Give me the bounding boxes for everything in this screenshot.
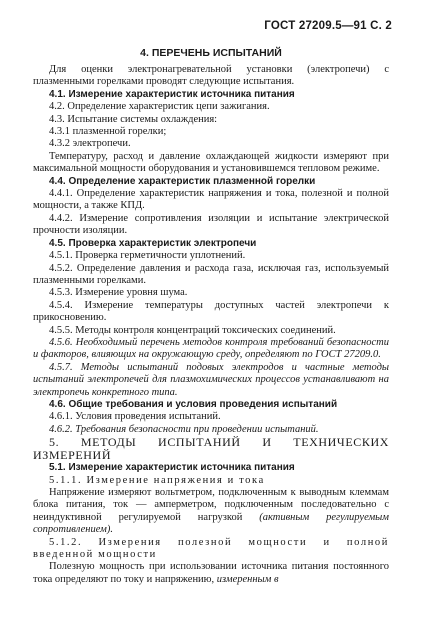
heading-4-6: 4.6. Общие требования и условия проведения испытаний [49, 398, 338, 410]
paragraph-4-6-1: 4.6.1. Условия проведения испытаний. [49, 411, 221, 423]
paragraph-4-5-2: 4.5.2. Определение давления и расхода газа, исключая газ, используемый плазменными горелками. [33, 262, 389, 286]
paragraph-4-4-2: 4.4.2. Измерение сопротивления изоляции и испытание электрической прочности изоляции. [33, 212, 389, 237]
paragraph-5-1-1-text: Напряжение измеряют вольтметром, подключенным к выводным клеммам блока питания, ток — амперметром, подключенным последовательно с неиндуктивной регулируемой нагрузкой [33, 487, 389, 523]
paragraph-4-4-1: 4.4.1. Определение характеристик напряжения и тока, полезной и полной мощности, а также КПД. [33, 188, 389, 212]
paragraph-cooling: Температуру, расход и давление охлаждающей жидкости измеряют при максимальной мощности оборудования и установившемся тепловом режиме. [33, 150, 389, 175]
paragraph-5-1-2-italic: измеренным в [216, 573, 279, 585]
paragraph-4-3: 4.3. Испытание системы охлаждения: [49, 113, 218, 125]
paragraph-5-1-1 [33, 487, 389, 537]
document-body [33, 64, 389, 586]
paragraph-4-2: 4.2. Определение характеристик цепи зажигания. [49, 101, 270, 113]
paragraph-4-5-4: 4.5.4. Измерение температуры доступных частей электропечи к прикосновению. [33, 299, 389, 324]
paragraph-4-5-5: 4.5.5. Методы контроля концентраций токсических соединений. [49, 324, 336, 336]
section-5-title: 5. МЕТОДЫ ИСПЫТАНИЙ И ТЕХНИЧЕСКИХ ИЗМЕРЕНИЙ [33, 435, 389, 463]
paragraph-5-1-2-text: Полезную мощность при использовании источника питания постоянного тока определяют по току и напряжению, [33, 561, 389, 585]
paragraph-4-5-1: 4.5.1. Проверка герметичности уплотнений. [49, 250, 246, 262]
heading-4-5: 4.5. Проверка характеристик электропечи [49, 237, 257, 249]
heading-5-1-1: 5.1.1. Измерение напряжения и тока [49, 474, 265, 486]
paragraph-4-5-6: 4.5.6. Необходимый перечень методов контроля требований безопасности и факторов, влияющих на окружающую среду, определяют по ГОСТ 27209.0. [33, 336, 389, 361]
page-header: ГОСТ 27209.5—91 С. 2 [264, 20, 392, 32]
paragraph-4-3-2: 4.3.2 электропечи. [49, 138, 131, 150]
paragraph-5-1-2 [33, 561, 389, 586]
paragraph-5-1-1-italic: (активным регулируемым сопротивлением). [33, 511, 389, 536]
heading-4-1: 4.1. Измерение характеристик источника питания [49, 88, 295, 100]
paragraph-4-6-2: 4.6.2. Требования безопасности при проведении испытаний. [49, 423, 319, 435]
heading-5-1-2: 5.1.2. Измерения полезной мощности и полной введенной мощности [33, 536, 389, 561]
paragraph-4-5-7: 4.5.7. Методы испытаний подовых электродов и частные методы испытаний электропечей для плазмохимических процессов устанавливают на электропечь конкретного типа. [33, 361, 389, 398]
heading-5-1: 5.1. Измерение характеристик источника питания [49, 462, 295, 474]
paragraph-4-5-3: 4.5.3. Измерение уровня шума. [49, 287, 188, 299]
section-title: 4. ПЕРЕЧЕНЬ ИСПЫТАНИЙ [140, 47, 282, 59]
paragraph-4-3-1: 4.3.1 плазменной горелки; [49, 126, 167, 138]
heading-4-4: 4.4. Определение характеристик плазменной горелки [49, 175, 316, 187]
paragraph-intro: Для оценки электронагревательной установки (электропечи) с плазменными горелками проводят следующие испытания. [33, 64, 389, 88]
